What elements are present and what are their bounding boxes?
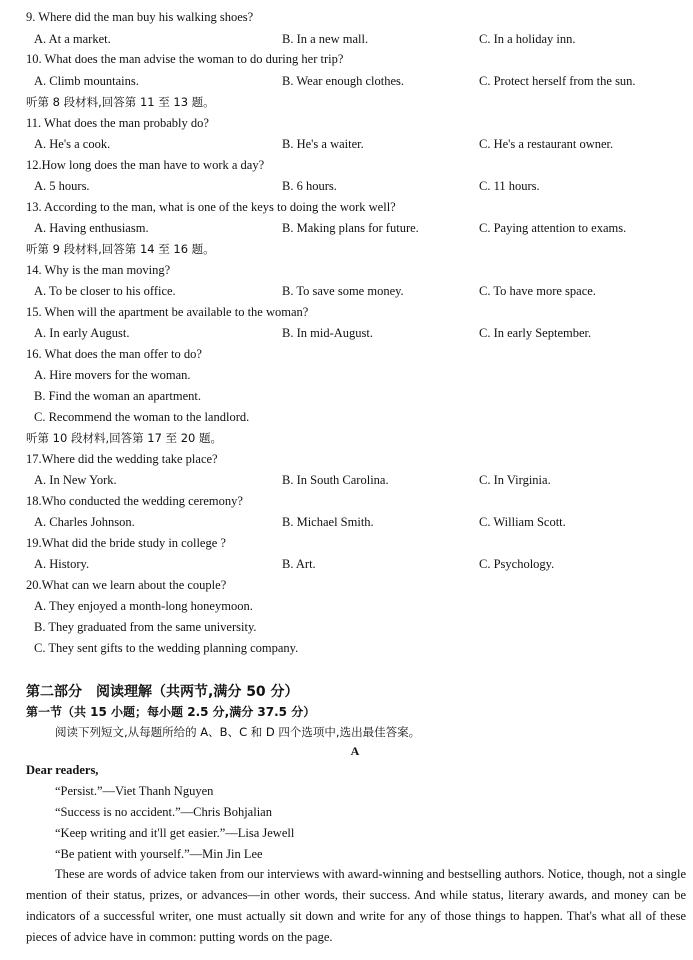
option-a: A. To be closer to his office. — [34, 284, 176, 298]
question-15: 15. When will the apartment be available to the woman? — [26, 305, 309, 319]
passage-paragraph: These are words of advice taken from our interviews with award-winning and bestselling authors. Notice, though, not a single mention of their status, prizes, or advances—in other words, their success. And while status, literary awards, and money can be indicators of a successful writer, one must actually sit down and write for any of those things to happen. That's what all of these pieces of advice have in common: putting words on the page. — [26, 867, 686, 944]
option-c: C. William Scott. — [479, 515, 566, 529]
question-13: 13. According to the man, what is one of the keys to doing the work well? — [26, 200, 396, 214]
passage-label: A — [350, 744, 360, 758]
question-14: 14. Why is the man moving? — [26, 263, 171, 277]
option-b: B. They graduated from the same university. — [34, 620, 257, 634]
option-b: B. In a new mall. — [282, 32, 369, 46]
option-c: C. Recommend the woman to the landlord. — [34, 410, 250, 424]
question-10-options — [0, 74, 693, 89]
question-17-options — [0, 473, 693, 488]
option-c: C. Paying attention to exams. — [479, 221, 627, 235]
option-b: B. Find the woman an apartment. — [34, 389, 201, 403]
question-9-options — [0, 32, 693, 47]
option-a: A. He's a cook. — [34, 137, 111, 151]
option-a: A. In early August. — [34, 326, 130, 340]
option-b: B. In South Carolina. — [282, 473, 389, 487]
option-b: B. Wear enough clothes. — [282, 74, 404, 88]
salutation: Dear readers, — [26, 763, 99, 777]
option-c: C. Psychology. — [479, 557, 555, 571]
question-11: 11. What does the man probably do? — [26, 116, 209, 130]
option-c: C. He's a restaurant owner. — [479, 137, 614, 151]
quote: “Be patient with yourself.”—Min Jin Lee — [55, 847, 263, 861]
option-a: A. In New York. — [34, 473, 117, 487]
question-14-options — [0, 284, 693, 299]
option-b: B. In mid-August. — [282, 326, 373, 340]
question-10: 10. What does the man advise the woman to do during her trip? — [26, 52, 344, 66]
question-11-options — [0, 137, 693, 152]
question-19-options — [0, 557, 693, 572]
option-c: C. To have more space. — [479, 284, 596, 298]
section-9-instruction: 听第 9 段材料,回答第 14 至 16 题。 — [26, 242, 215, 256]
question-12-options — [0, 179, 693, 194]
question-9: 9. Where did the man buy his walking shoes? — [26, 10, 254, 24]
quote: “Persist.”—Viet Thanh Nguyen — [55, 784, 214, 798]
reading-instruction: 阅读下列短文,从每题所给的 A、B、C 和 D 四个选项中,选出最佳答案。 — [55, 725, 421, 739]
question-15-options — [0, 326, 693, 341]
option-b: B. To save some money. — [282, 284, 404, 298]
option-c: C. Protect herself from the sun. — [479, 74, 636, 88]
question-16: 16. What does the man offer to do? — [26, 347, 202, 361]
option-c: C. In a holiday inn. — [479, 32, 576, 46]
question-19: 19.What did the bride study in college ? — [26, 536, 226, 550]
option-a: A. Charles Johnson. — [34, 515, 135, 529]
option-a: A. 5 hours. — [34, 179, 90, 193]
option-b: B. He's a waiter. — [282, 137, 364, 151]
option-c: C. In Virginia. — [479, 473, 551, 487]
part-two-title: 第二部分 阅读理解（共两节,满分 50 分） — [26, 684, 299, 700]
question-13-options — [0, 221, 693, 236]
option-b: B. Art. — [282, 557, 316, 571]
option-b: B. 6 hours. — [282, 179, 337, 193]
question-20: 20.What can we learn about the couple? — [26, 578, 227, 592]
question-17: 17.Where did the wedding take place? — [26, 452, 218, 466]
option-c: C. 11 hours. — [479, 179, 540, 193]
option-b: B. Making plans for future. — [282, 221, 419, 235]
option-a: A. They enjoyed a month-long honeymoon. — [34, 599, 253, 613]
option-a: A. Hire movers for the woman. — [34, 368, 191, 382]
option-b: B. Michael Smith. — [282, 515, 374, 529]
quote: “Success is no accident.”—Chris Bohjalian — [55, 805, 272, 819]
question-18-options — [0, 515, 693, 530]
option-a: A. Having enthusiasm. — [34, 221, 149, 235]
section-10-instruction: 听第 10 段材料,回答第 17 至 20 题。 — [26, 431, 222, 445]
question-18: 18.Who conducted the wedding ceremony? — [26, 494, 243, 508]
section-8-instruction: 听第 8 段材料,回答第 11 至 13 题。 — [26, 95, 215, 109]
option-a: A. History. — [34, 557, 90, 571]
question-12: 12.How long does the man have to work a day? — [26, 158, 265, 172]
section-one-title: 第一节（共 15 小题；每小题 2.5 分,满分 37.5 分） — [26, 705, 316, 719]
option-a: A. Climb mountains. — [34, 74, 139, 88]
quote: “Keep writing and it'll get easier.”—Lisa Jewell — [55, 826, 295, 840]
option-a: A. At a market. — [34, 32, 111, 46]
option-c: C. They sent gifts to the wedding planning company. — [34, 641, 299, 655]
option-c: C. In early September. — [479, 326, 592, 340]
